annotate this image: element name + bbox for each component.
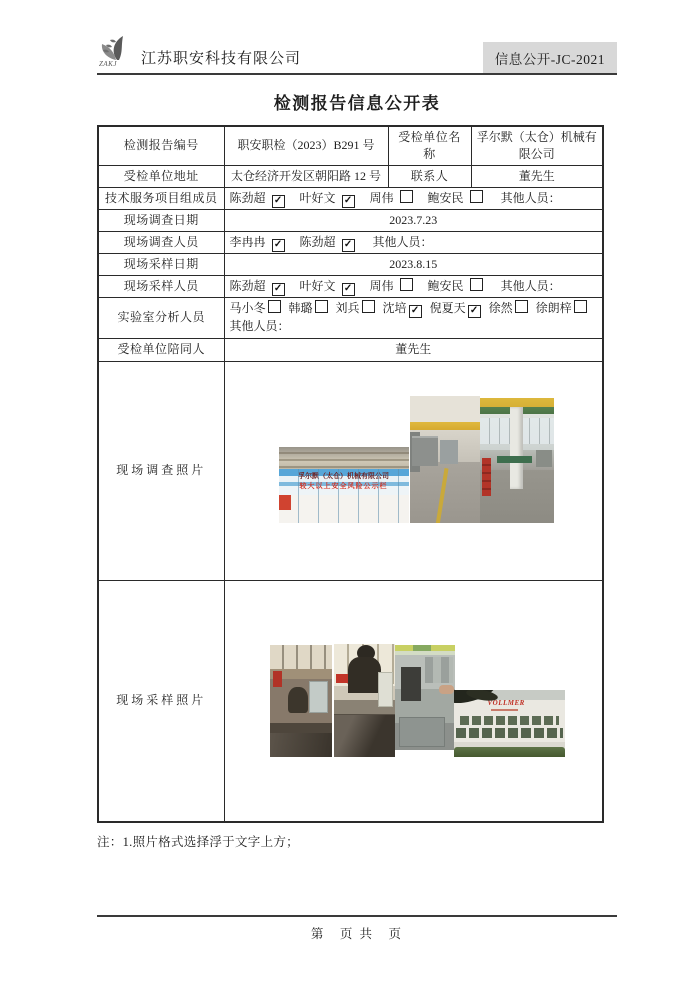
cabinet-shape bbox=[412, 436, 438, 466]
lab-staff-list bbox=[230, 301, 595, 315]
bench-shape bbox=[270, 733, 332, 757]
member-name: 叶好文 bbox=[299, 190, 336, 205]
photo-worker-silhouette bbox=[334, 644, 395, 757]
table-row bbox=[98, 254, 603, 276]
address-label: 受检单位地址 bbox=[98, 166, 224, 188]
checkbox-unchecked[interactable] bbox=[515, 300, 528, 313]
org-name-label: 受检单位名称 bbox=[388, 126, 471, 166]
photo-workshop-aisle bbox=[410, 396, 480, 523]
member-item bbox=[489, 301, 528, 315]
building-logo-subline bbox=[491, 709, 518, 711]
member-name: 陈劲超 bbox=[229, 278, 266, 293]
table-row bbox=[98, 232, 603, 254]
photo-sampling-bench bbox=[270, 645, 332, 757]
other-staff-label: 其他人员： bbox=[229, 319, 290, 334]
crane-beam-shape bbox=[395, 645, 455, 651]
sign-table-grid bbox=[279, 469, 409, 495]
survey-staff-cell bbox=[224, 232, 603, 254]
arm-shape bbox=[439, 685, 454, 694]
member-item bbox=[300, 191, 355, 205]
member-name: 李冉冉 bbox=[229, 234, 266, 249]
member-name: 周伟 bbox=[369, 190, 394, 205]
table-row bbox=[98, 298, 603, 339]
member-name: 鲍安民 bbox=[427, 190, 464, 205]
table-row bbox=[98, 276, 603, 298]
contact-value: 董先生 bbox=[471, 166, 603, 188]
contact-label: 联系人 bbox=[388, 166, 471, 188]
member-item bbox=[230, 301, 281, 315]
checkbox-checked[interactable]: ✓ bbox=[272, 283, 285, 296]
table-row bbox=[98, 339, 603, 362]
table-row bbox=[98, 126, 603, 166]
member-name: 韩璐 bbox=[288, 301, 313, 316]
column-shape bbox=[510, 407, 523, 489]
member-name: 叶好文 bbox=[299, 278, 336, 293]
survey-date-value: 2023.7.23 bbox=[224, 210, 603, 232]
worker-body-shape bbox=[348, 657, 381, 693]
survey-date-label: 现场调查日期 bbox=[98, 210, 224, 232]
member-item bbox=[536, 301, 587, 315]
member-name: 鲍安民 bbox=[427, 278, 464, 293]
member-item bbox=[289, 301, 328, 315]
accompany-value: 董先生 bbox=[224, 339, 603, 362]
checkbox-unchecked[interactable] bbox=[470, 190, 483, 203]
member-item bbox=[336, 301, 375, 315]
table-row-sampling-photos bbox=[98, 581, 603, 823]
checkbox-unchecked[interactable] bbox=[470, 278, 483, 291]
lab-staff-label: 实验室分析人员 bbox=[98, 298, 224, 339]
page-header bbox=[97, 33, 617, 75]
bushes-shape bbox=[454, 747, 565, 757]
checkbox-checked[interactable]: ✓ bbox=[342, 239, 355, 252]
member-item bbox=[428, 279, 483, 293]
checkbox-unchecked[interactable] bbox=[362, 300, 375, 313]
worker-shape bbox=[288, 687, 308, 713]
sampler-device-shape bbox=[309, 681, 328, 713]
survey-staff-list bbox=[230, 235, 370, 249]
page-title: 检测报告信息公开表 bbox=[273, 94, 441, 113]
page-footer: 第 页 共 页 bbox=[97, 915, 617, 942]
checkbox-checked[interactable]: ✓ bbox=[468, 305, 481, 318]
member-name: 徐然 bbox=[488, 301, 513, 316]
table-row-survey-photos bbox=[98, 362, 603, 581]
member-name: 徐朗梓 bbox=[535, 301, 572, 316]
window-band-shape bbox=[270, 645, 332, 669]
photo-workshop-interior bbox=[480, 398, 554, 523]
member-name: 陈劲超 bbox=[299, 234, 336, 249]
survey-staff-label: 现场调查人员 bbox=[98, 232, 224, 254]
member-name: 倪夏天 bbox=[429, 301, 466, 316]
sampling-staff-label: 现场采样人员 bbox=[98, 276, 224, 298]
member-name: 马小冬 bbox=[229, 301, 266, 316]
member-item bbox=[230, 191, 285, 205]
member-item bbox=[230, 279, 285, 293]
machine-shape bbox=[536, 450, 552, 467]
checkbox-unchecked[interactable] bbox=[574, 300, 587, 313]
checkbox-checked[interactable]: ✓ bbox=[342, 195, 355, 208]
machine-base-shape bbox=[399, 717, 445, 747]
checkbox-checked[interactable]: ✓ bbox=[342, 283, 355, 296]
report-info-table bbox=[97, 125, 604, 823]
table-row bbox=[98, 188, 603, 210]
team-members-cell bbox=[224, 188, 603, 210]
member-item bbox=[428, 191, 483, 205]
window-row-shape bbox=[460, 716, 559, 725]
worktable-shape bbox=[497, 456, 532, 463]
member-item bbox=[370, 279, 413, 293]
member-name: 刘兵 bbox=[335, 301, 360, 316]
checkbox-checked[interactable]: ✓ bbox=[272, 239, 285, 252]
checkbox-checked[interactable]: ✓ bbox=[409, 305, 422, 318]
checkbox-unchecked[interactable] bbox=[400, 278, 413, 291]
member-name: 沈培 bbox=[382, 301, 407, 316]
survey-photos-label: 现场调查照片 bbox=[98, 362, 224, 581]
company-name: 江苏职安科技有限公司 bbox=[141, 51, 302, 67]
member-item bbox=[300, 279, 355, 293]
member-item bbox=[300, 235, 355, 249]
member-item bbox=[370, 191, 413, 205]
checkbox-unchecked[interactable] bbox=[315, 300, 328, 313]
team-members-list bbox=[230, 191, 498, 205]
machine-panel-shape bbox=[378, 672, 393, 707]
report-no-label: 检测报告编号 bbox=[98, 126, 224, 166]
logo-text: ZAKJ bbox=[99, 60, 117, 68]
wall-panel-shape bbox=[425, 657, 453, 683]
photo-machine-closeup bbox=[395, 645, 455, 750]
risk-board-sign bbox=[279, 469, 409, 523]
photo-factory-building bbox=[454, 690, 565, 757]
lab-staff-cell bbox=[224, 298, 603, 339]
factory-ceiling-strip bbox=[279, 447, 409, 469]
sampling-date-value: 2023.8.15 bbox=[224, 254, 603, 276]
red-stack-shape bbox=[482, 458, 491, 496]
other-staff-label: 其他人员： bbox=[500, 278, 561, 293]
table-row bbox=[98, 166, 603, 188]
checkbox-unchecked[interactable] bbox=[268, 300, 281, 313]
address-value: 太仓经济开发区朝阳路 12 号 bbox=[224, 166, 388, 188]
cabinet-shape bbox=[440, 440, 458, 464]
survey-photos-cell bbox=[224, 362, 603, 581]
bench-shape bbox=[334, 715, 395, 757]
member-item bbox=[430, 301, 481, 315]
member-name: 陈劲超 bbox=[229, 190, 266, 205]
other-staff-label: 其他人员： bbox=[372, 234, 433, 249]
window-row-shape bbox=[456, 728, 563, 738]
checkbox-checked[interactable]: ✓ bbox=[272, 195, 285, 208]
report-no-value: 职安职检（2023）B291 号 bbox=[224, 126, 388, 166]
accompany-label: 受检单位陪同人 bbox=[98, 339, 224, 362]
red-object-shape bbox=[336, 674, 348, 683]
other-staff-label: 其他人员： bbox=[500, 190, 561, 205]
table-row bbox=[98, 210, 603, 232]
footnote: 注：1.照片格式选择浮于文字上方； bbox=[97, 835, 299, 849]
company-logo bbox=[97, 34, 137, 68]
member-name: 周伟 bbox=[369, 278, 394, 293]
team-label: 技术服务项目组成员 bbox=[98, 188, 224, 210]
sampling-staff-list bbox=[230, 279, 498, 293]
sampling-staff-cell bbox=[224, 276, 603, 298]
red-object-shape bbox=[273, 671, 282, 687]
machine-shape bbox=[401, 667, 421, 701]
building-logo-text: VOLLMER bbox=[487, 699, 525, 707]
floor-line-shape bbox=[435, 468, 448, 523]
member-item bbox=[230, 235, 285, 249]
org-name-value: 孚尔默（太仓）机械有限公司 bbox=[471, 126, 603, 166]
doc-code-badge: 信息公开-JC-2021 bbox=[483, 42, 617, 73]
member-item bbox=[383, 301, 422, 315]
checkbox-unchecked[interactable] bbox=[400, 190, 413, 203]
photo-risk-notice-board bbox=[279, 447, 409, 523]
sampling-photos-cell bbox=[224, 581, 603, 823]
sampling-photos-label: 现场采样照片 bbox=[98, 581, 224, 823]
sampling-date-label: 现场采样日期 bbox=[98, 254, 224, 276]
